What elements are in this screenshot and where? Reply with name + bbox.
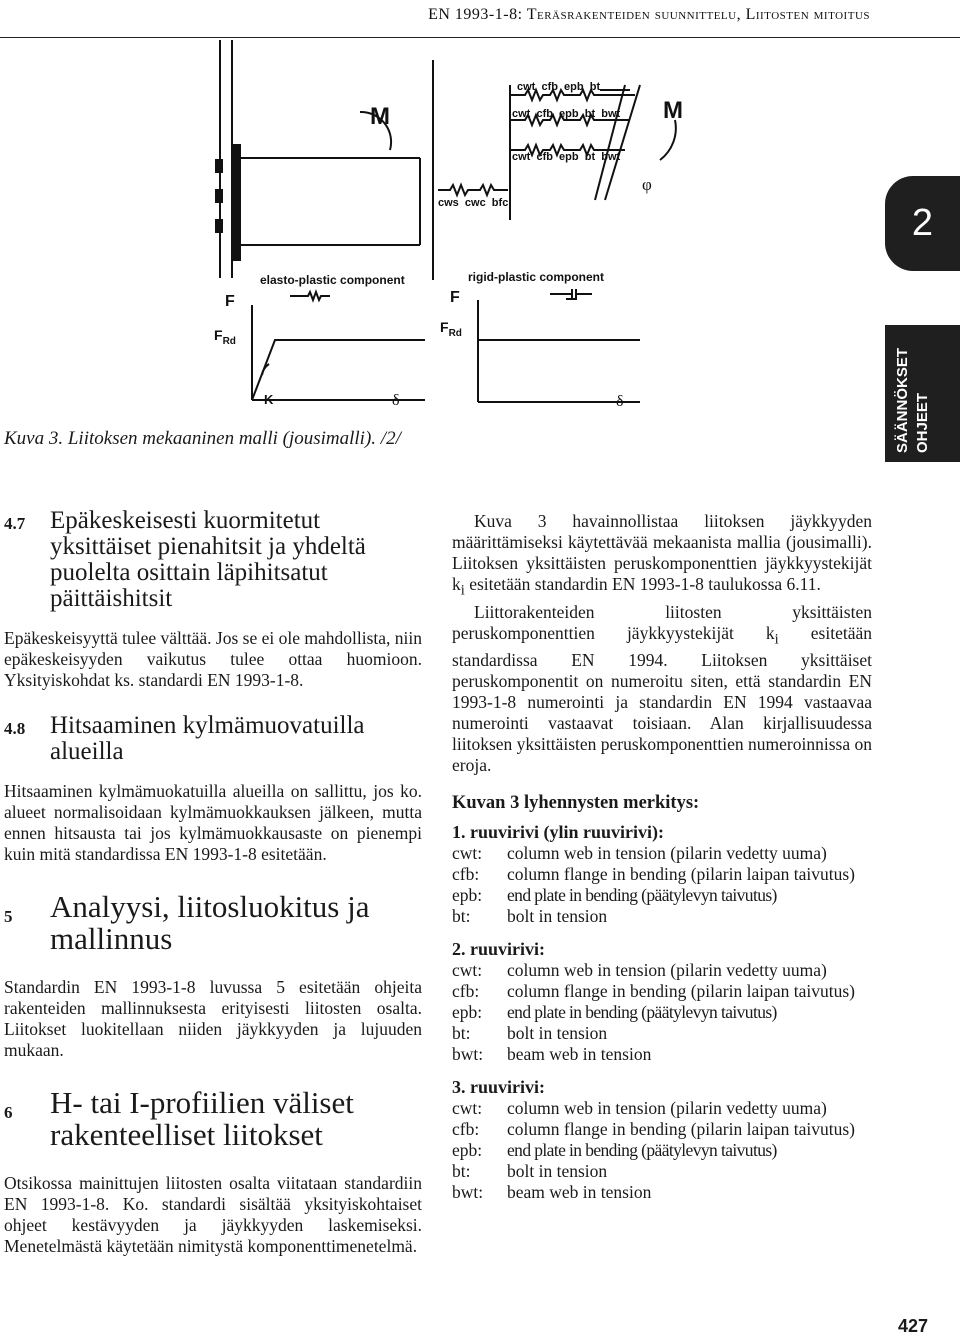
section-side-tab: [885, 325, 960, 462]
rigid-plastic-title: rigid-plastic component: [468, 270, 605, 284]
legend-value: column web in tension (pilarin vedetty uuma): [507, 960, 827, 980]
bolt-row-title: 3. ruuvirivi:: [452, 1077, 545, 1097]
section-5-title: Analyysi, liitosluokitus ja mallinnus: [50, 889, 370, 956]
section-4-8-title: Hitsaaminen kylmämuovatuilla alueilla: [50, 712, 365, 765]
rigid-axis-frd-sub: Rd: [448, 328, 462, 339]
right-column: [452, 511, 872, 1203]
page-number: 427: [897, 1316, 928, 1336]
elasto-plastic-title: elasto-plastic component: [260, 273, 405, 287]
section-4-8-number: 4.8: [4, 719, 26, 738]
legend-key: bt:: [452, 1023, 471, 1043]
bolt-row-title: 2. ruuvirivi:: [452, 939, 545, 959]
section-6-text: Otsikossa mainittujen liitosten osalta viitataan standardiin EN 1993-1-8. Ko. standardi sisältää yksityiskohtaiset ohjeet kestävyyden ja jäykkyyden laskemiseksi. Menetelmästä käytetään nimitystä komponenttimenetelmä.: [4, 1173, 422, 1256]
left-column: [4, 508, 422, 1257]
legend-value: beam web in tension: [507, 1182, 652, 1202]
elasto-axis-delta: δ: [392, 392, 400, 409]
legend-key: cfb:: [452, 981, 480, 1001]
legend-key: bwt:: [452, 1182, 484, 1202]
intro-paragraph-1: [452, 511, 872, 602]
legend-value: end plate in bending (päätylevyn taivutus): [507, 885, 777, 905]
header-rule: [0, 37, 960, 38]
column-left-model: [216, 40, 420, 278]
rigid-axis-delta: δ: [616, 393, 624, 410]
bolt-row-title: 1. ruuvirivi (ylin ruuvirivi):: [452, 822, 665, 842]
legend-item: [452, 1002, 872, 1023]
section-4-7-title: Epäkeskeisesti kuormitetut yksittäiset pienahitsit ja yhdeltä puolelta osittain läpihitsatut päittäishitsit: [50, 507, 366, 612]
figure-caption: Kuva 3. Liitoksen mekaaninen malli (jousimalli). /2/: [4, 428, 401, 449]
intro-paragraph-2-sub: i: [774, 631, 779, 647]
shear-springs-label: cws cwc bfc: [438, 197, 509, 209]
section-5-number: 5: [4, 907, 13, 926]
legend-value: end plate in bending (päätylevyn taivutus): [507, 1140, 777, 1160]
section-4-7-text: Epäkeskeisyyttä tulee välttää. Jos se ei ole mahdollista, niin epäkeskeisyyden vaikutus tulee ottaa huomioon. Yksityiskohdat ks. standardi EN 1993-1-8.: [4, 628, 422, 690]
legend-title: Kuvan 3 lyhennysten merkitys:: [452, 793, 700, 813]
elasto-axis-frd-main: F: [214, 327, 223, 343]
mechanical-model-figure: [214, 40, 880, 425]
rigid-axis-frd-main: F: [440, 319, 449, 335]
legend-value: bolt in tension: [507, 1161, 608, 1181]
legend-key: bwt:: [452, 1044, 484, 1064]
intro-paragraph-1-b: esitetään standardin EN 1993-1-8 taulukossa 6.11.: [464, 574, 821, 594]
chapter-tab: [885, 176, 960, 271]
elasto-axis-force: F: [225, 293, 235, 310]
moment-label-right: M: [663, 97, 683, 124]
legend-key: cfb:: [452, 864, 480, 884]
legend-value: end plate in bending (päätylevyn taivutus): [507, 1002, 777, 1022]
legend-item: [452, 843, 872, 864]
intro-paragraph-1-a: Kuva 3 havainnollistaa liitoksen jäykkyyden määrittämiseksi käytettävää mekaanista mallia (jousimalli). Liitoksen yksittäisten peruskomponenttien jäykkyystekijät k: [452, 511, 872, 594]
legend-value: column flange in bending (pilarin laipan taivutus): [507, 981, 855, 1001]
legend-item: [452, 960, 872, 981]
legend-key: cwt:: [452, 843, 483, 863]
legend-value: column web in tension (pilarin vedetty uuma): [507, 843, 827, 863]
legend-item: [452, 1098, 872, 1119]
legend-key: epb:: [452, 1140, 483, 1160]
legend-item: [452, 1023, 872, 1044]
running-header: EN 1993-1-8: Teräsrakenteiden suunnittelu, Liitosten mitoitus: [428, 6, 870, 23]
legend-item: [452, 885, 872, 906]
legend-item: [452, 1161, 872, 1182]
row3-springs-label: cwt cfb epb bt bwt: [512, 151, 621, 163]
legend-item: [452, 864, 872, 885]
section-4-8-heading: [4, 713, 422, 765]
section-5-text: Standardin EN 1993-1-8 luvussa 5 esitetään ohjeita rakenteiden mallinnuksesta erityisesti liitosten osalta. Liitokset luokitellaan niiden jäykkyyden ja lujuuden mukaan.: [4, 977, 422, 1060]
legend-item: [452, 981, 872, 1002]
legend-item: [452, 1182, 872, 1203]
legend-value: bolt in tension: [507, 906, 608, 926]
legend-item: [452, 906, 872, 927]
side-tab-label-line1: SÄÄNNÖKSET: [894, 347, 911, 453]
legend-key: bt:: [452, 906, 471, 926]
intro-paragraph-2-a: Liittorakenteiden liitosten yksittäisten peruskomponenttien jäykkyystekijät k: [452, 601, 872, 643]
legend-item: [452, 1119, 872, 1140]
legend-key: bt:: [452, 1161, 471, 1181]
legend-key: cwt:: [452, 960, 483, 980]
column-right-model: [433, 60, 676, 280]
legend-value: column web in tension (pilarin vedetty uuma): [507, 1098, 827, 1118]
elasto-axis-frd: [214, 327, 236, 347]
bolt-row-3: [452, 1077, 872, 1203]
intro-paragraph-2-b: esitetään standardissa EN 1994. Liitoksen yksittäiset peruskomponentit on numeroitu siten, että standardin EN 1993-1-8 numerointi ja standardin EN 1994 vastaavaa numerointi vastaavat toisiaan. Alan kirjallisuudessa liitoksen yksittäisten peruskomponenttien numeroinnissa on eroja.: [452, 622, 873, 775]
moment-label-left: M: [370, 103, 390, 130]
rigid-plastic-graph: [478, 289, 640, 402]
section-4-7-number: 4.7: [4, 514, 26, 533]
section-6-number: 6: [4, 1103, 13, 1122]
intro-paragraph-1-sub: i: [460, 582, 465, 599]
legend-key: epb:: [452, 885, 483, 905]
bolt-row-1: [452, 822, 872, 927]
side-tab-label: [893, 333, 933, 453]
rigid-axis-force: F: [450, 289, 460, 306]
section-5-heading: [4, 891, 422, 955]
row2-springs-label: cwt cfb epb bt bwt: [512, 108, 621, 120]
elasto-stiffness-label: K: [264, 392, 274, 407]
elasto-axis-frd-sub: Rd: [222, 336, 236, 347]
chapter-number: 2: [911, 202, 934, 244]
legend-key: cfb:: [452, 1119, 480, 1139]
legend-item: [452, 1140, 872, 1161]
section-4-7-heading: [4, 508, 422, 612]
legend-value: column flange in bending (pilarin laipan taivutus): [507, 864, 855, 884]
intro-paragraph-2: [452, 602, 872, 777]
row1-springs-label: cwt cfb epb bt: [517, 81, 601, 93]
legend-key: epb:: [452, 1002, 483, 1022]
section-4-8-text: Hitsaaminen kylmämuokatuilla alueilla on sallittu, jos ko. alueet normalisoidaan kylmämuokkauksen jälkeen, mutta ennen hitsausta tai jos kylmämuokkausaste on pienempi kuin mitä standardissa EN 1993-1-8 esitetään.: [4, 781, 422, 864]
legend-value: beam web in tension: [507, 1044, 652, 1064]
section-6-title: H- tai I-profiilien väliset rakenteelliset liitokset: [50, 1085, 354, 1152]
elasto-plastic-graph: [252, 292, 425, 400]
side-tab-label-line2: OHJEET: [914, 392, 931, 453]
legend-value: column flange in bending (pilarin laipan taivutus): [507, 1119, 855, 1139]
section-6-heading: [4, 1087, 422, 1151]
rigid-axis-frd: [440, 319, 462, 339]
legend-key: cwt:: [452, 1098, 483, 1118]
rotation-label: φ: [642, 175, 652, 194]
legend-item: [452, 1044, 872, 1065]
legend-value: bolt in tension: [507, 1023, 608, 1043]
bolt-row-2: [452, 939, 872, 1065]
